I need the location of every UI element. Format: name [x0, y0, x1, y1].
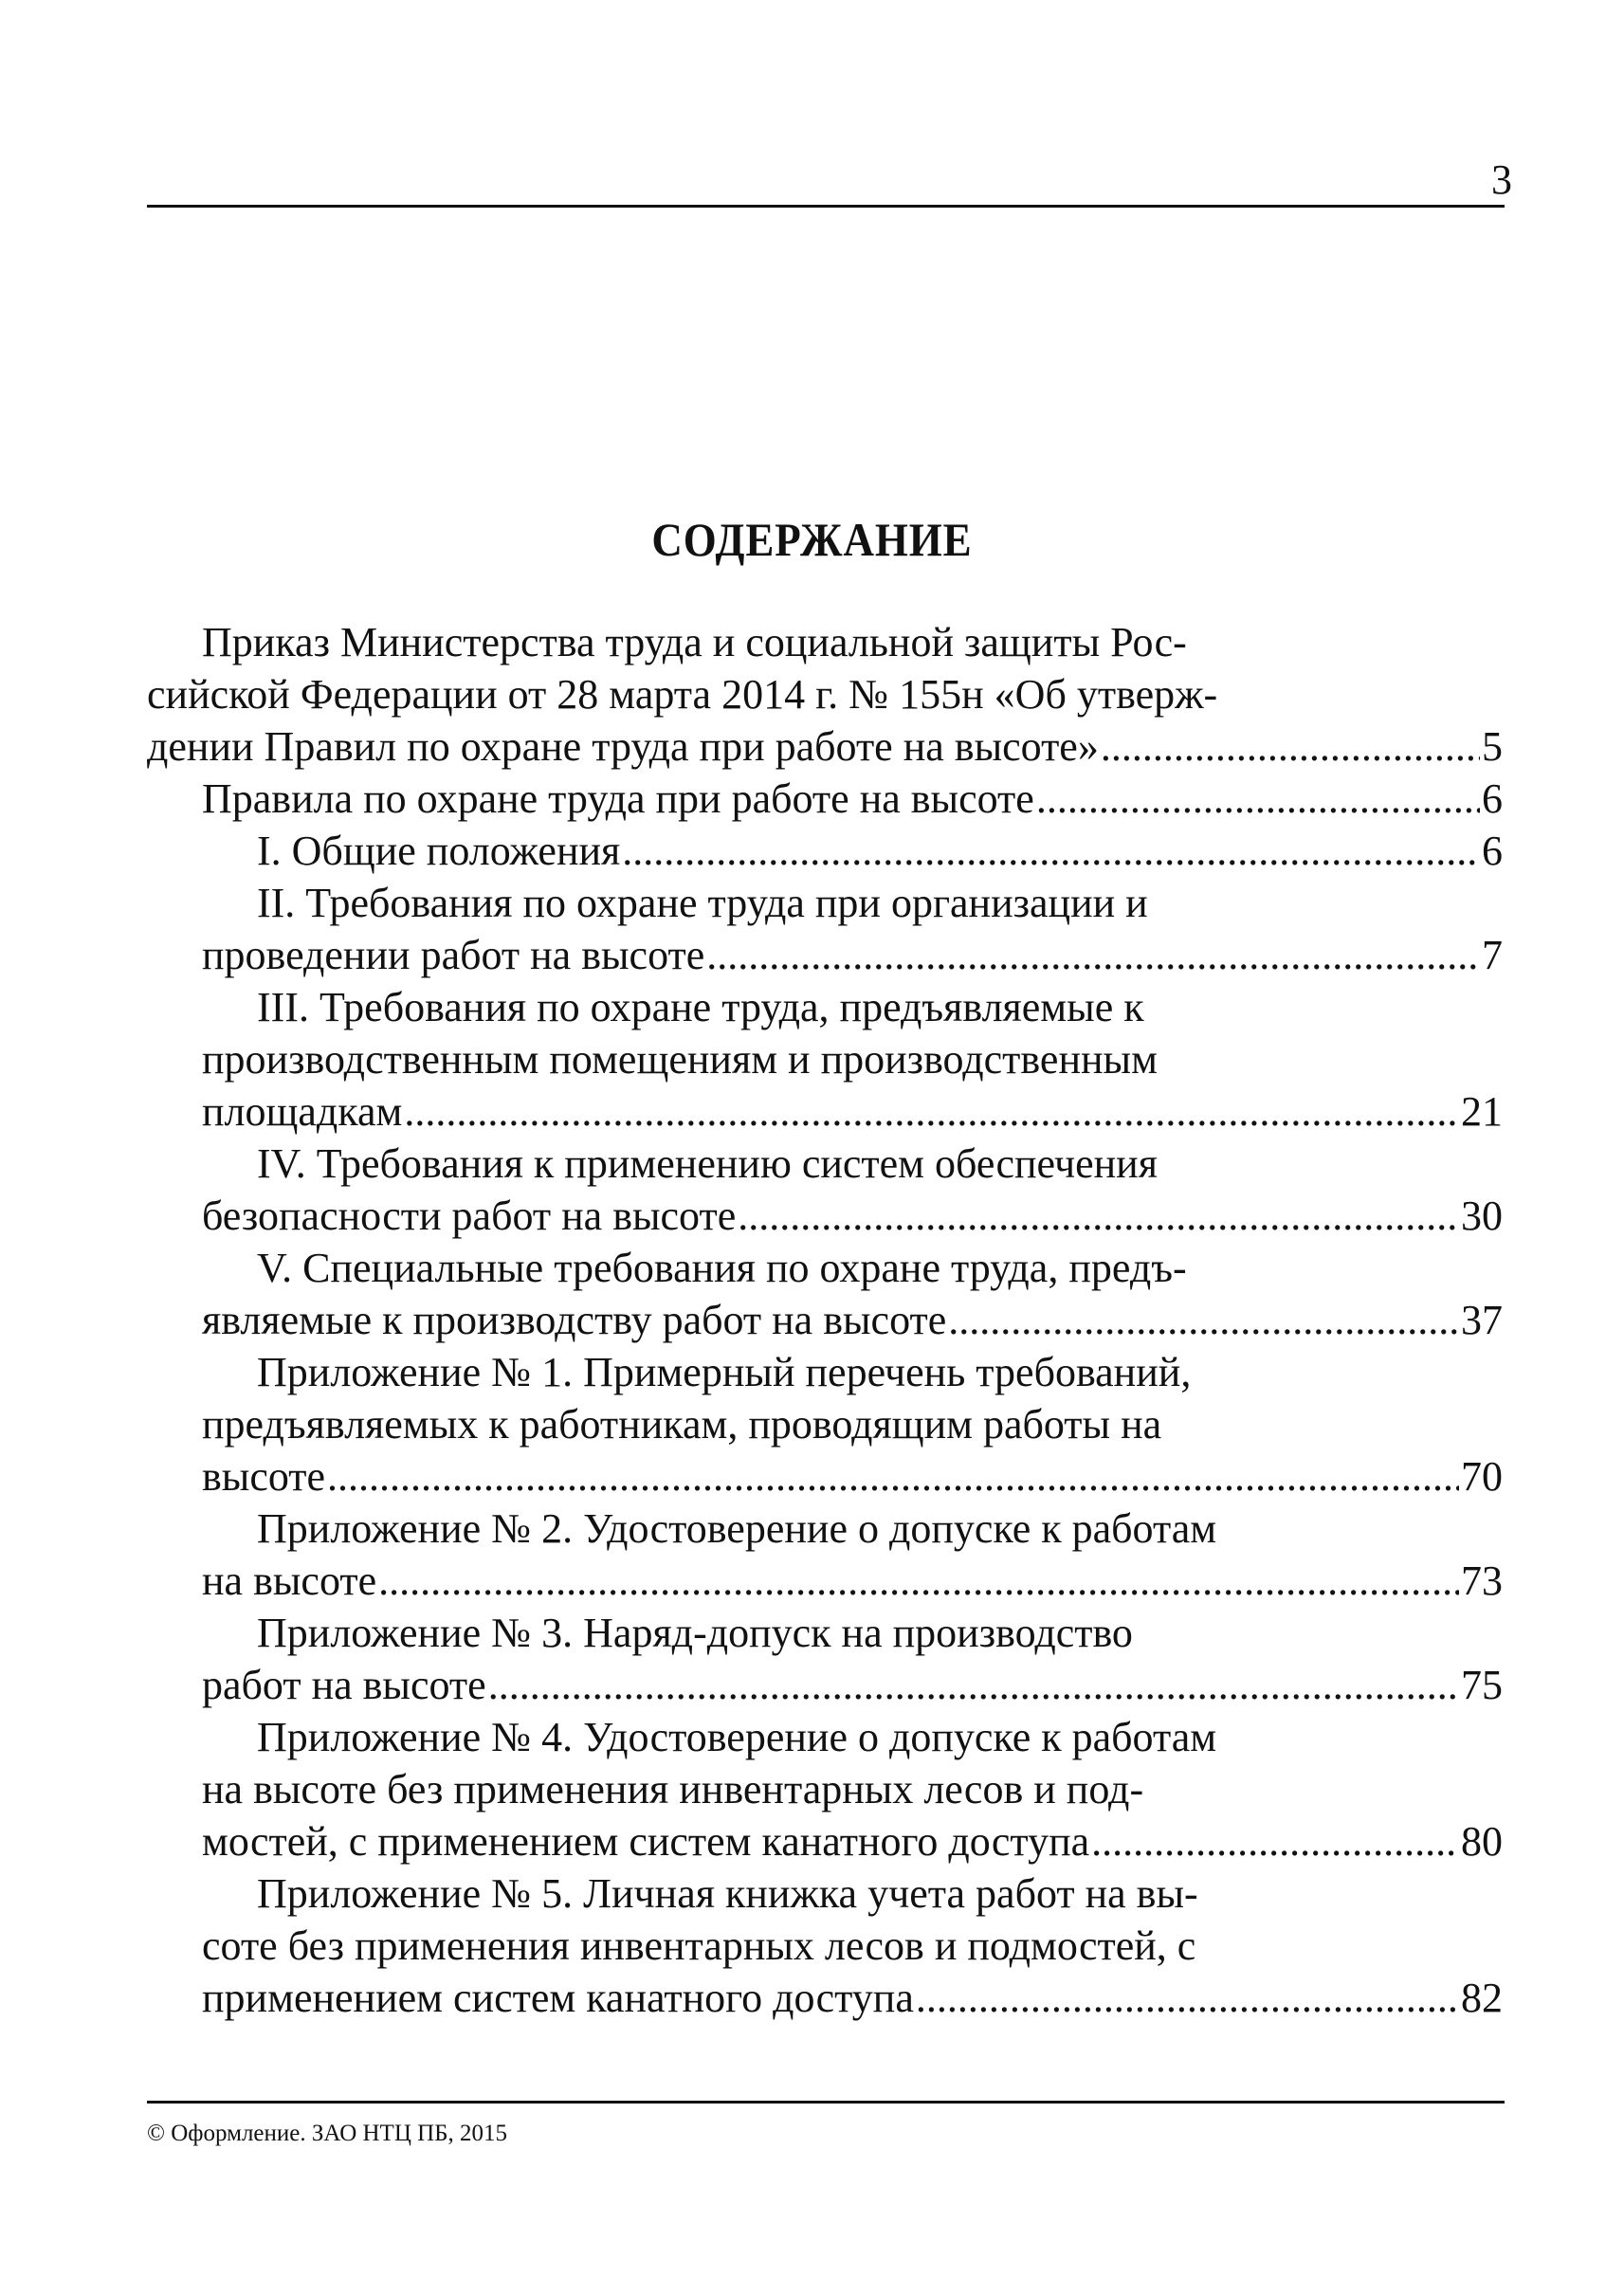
toc-entry-last-line: [202, 1294, 1503, 1346]
toc-entry-label: мостей, с применением систем канатного доступа: [202, 1818, 1090, 1865]
toc-entry-page: 73: [1461, 1557, 1503, 1604]
dot-leader: [916, 1972, 1459, 2024]
toc-entry-line: III. Требования по охране труда, предъявляемые к: [257, 984, 1144, 1030]
toc-entry-last-line: [202, 1450, 1503, 1503]
dot-leader: [404, 1085, 1459, 1138]
dot-leader: [622, 825, 1480, 877]
toc-entry-page: 7: [1482, 932, 1503, 978]
toc-entry-line: на высоте без применения инвентарных лесов и под-: [202, 1766, 1144, 1812]
dot-leader: [378, 1555, 1459, 1607]
toc-entry-label: Правила по охране труда при работе на высоте: [202, 775, 1034, 822]
toc-entry-page: 5: [1482, 723, 1503, 770]
toc-entry-page: 6: [1482, 828, 1503, 874]
toc-entry-page: 37: [1461, 1297, 1503, 1343]
toc-entry[interactable]: [202, 877, 1503, 981]
toc-entry-line: Приказ Министерства труда и социальной защиты Рос-: [202, 619, 1187, 665]
toc-entry-last-line: [202, 1190, 1503, 1242]
toc-entry-line: соте без применения инвентарных лесов и подмостей, с: [202, 1922, 1196, 1969]
toc-entry-label: высоте: [202, 1453, 326, 1500]
toc-entry-label: проведении работ на высоте: [202, 932, 705, 978]
toc-entry[interactable]: [202, 1138, 1503, 1242]
toc-entry[interactable]: [202, 1711, 1503, 1867]
toc-entry-line: Приложение № 3. Наряд-допуск на производство: [257, 1610, 1133, 1656]
toc-entry[interactable]: [202, 1346, 1503, 1503]
toc-entry-line: производственным помещениям и производственным: [202, 1036, 1158, 1083]
toc-entry[interactable]: [202, 981, 1503, 1138]
toc-entry-line: V. Специальные требования по охране труда, предъ-: [257, 1245, 1187, 1291]
top-rule: [147, 205, 1505, 208]
toc-entry[interactable]: [202, 773, 1503, 825]
dot-leader: [1101, 720, 1480, 773]
toc-entry-label: являемые к производству работ на высоте: [202, 1297, 947, 1343]
toc-entry-page: 80: [1461, 1818, 1503, 1865]
dot-leader: [488, 1659, 1459, 1711]
dot-leader: [327, 1450, 1459, 1503]
toc-entry-last-line: [202, 1555, 1503, 1607]
toc-entry-line: II. Требования по охране труда при организации и: [257, 880, 1148, 926]
toc-entry[interactable]: [202, 1242, 1503, 1346]
toc-entry-last-line: [202, 1659, 1503, 1711]
toc-entry-page: 82: [1461, 1975, 1503, 2021]
table-of-contents: [147, 616, 1503, 2024]
toc-entry-line: предъявляемых к работникам, проводящим работы на: [202, 1401, 1162, 1448]
dot-leader: [738, 1190, 1459, 1242]
toc-entry-last-line: [202, 1085, 1503, 1138]
dot-leader: [1036, 773, 1480, 825]
toc-entry-last-line: [202, 929, 1503, 981]
dot-leader: [948, 1294, 1459, 1346]
bottom-rule: [147, 2101, 1505, 2104]
toc-entry-last-line: [202, 773, 1503, 825]
dot-leader: [1091, 1815, 1459, 1867]
toc-entry-line: IV. Требования к применению систем обеспечения: [257, 1140, 1158, 1187]
toc-entry-label: площадкам: [202, 1088, 403, 1135]
toc-entry-label: работ на высоте: [202, 1662, 486, 1708]
toc-entry-label: безопасности работ на высоте: [202, 1193, 737, 1239]
toc-entry-label: дении Правил по охране труда при работе на высоте»: [147, 723, 1099, 770]
toc-entry-line: сийской Федерации от 28 марта 2014 г. № 155н «Об утверж-: [147, 671, 1218, 718]
toc-entry-page: 70: [1461, 1453, 1503, 1500]
toc-entry-line: Приложение № 2. Удостоверение о допуске к работам: [257, 1505, 1217, 1552]
toc-entry[interactable]: [202, 825, 1503, 877]
toc-entry-last-line: [202, 1972, 1503, 2024]
dot-leader: [706, 929, 1480, 981]
toc-entry[interactable]: [202, 1503, 1503, 1607]
toc-entry[interactable]: [202, 1607, 1503, 1711]
toc-entry[interactable]: [147, 616, 1503, 773]
toc-entry-page: 21: [1461, 1088, 1503, 1135]
toc-entry-last-line: [147, 720, 1503, 773]
page-title: СОДЕРЖАНИЕ: [651, 513, 973, 566]
toc-entry-label: применением систем канатного доступа: [202, 1975, 914, 2021]
copyright-footer: © Оформление. ЗАО НТЦ ПБ, 2015: [147, 2121, 508, 2146]
toc-entry[interactable]: [202, 1867, 1503, 2024]
toc-entry-last-line: [202, 1815, 1503, 1867]
page-number: 3: [1491, 156, 1512, 203]
toc-entry-line: Приложение № 1. Примерный перечень требований,: [257, 1349, 1192, 1395]
toc-entry-label: I. Общие положения: [257, 828, 621, 874]
toc-entry-page: 30: [1461, 1193, 1503, 1239]
toc-entry-page: 6: [1482, 775, 1503, 822]
toc-entry-page: 75: [1461, 1662, 1503, 1708]
toc-entry-line: Приложение № 5. Личная книжка учета работ на вы-: [257, 1870, 1198, 1917]
toc-entry-label: на высоте: [202, 1557, 377, 1604]
toc-entry-last-line: [202, 825, 1503, 877]
toc-entry-line: Приложение № 4. Удостоверение о допуске к работам: [257, 1714, 1217, 1760]
